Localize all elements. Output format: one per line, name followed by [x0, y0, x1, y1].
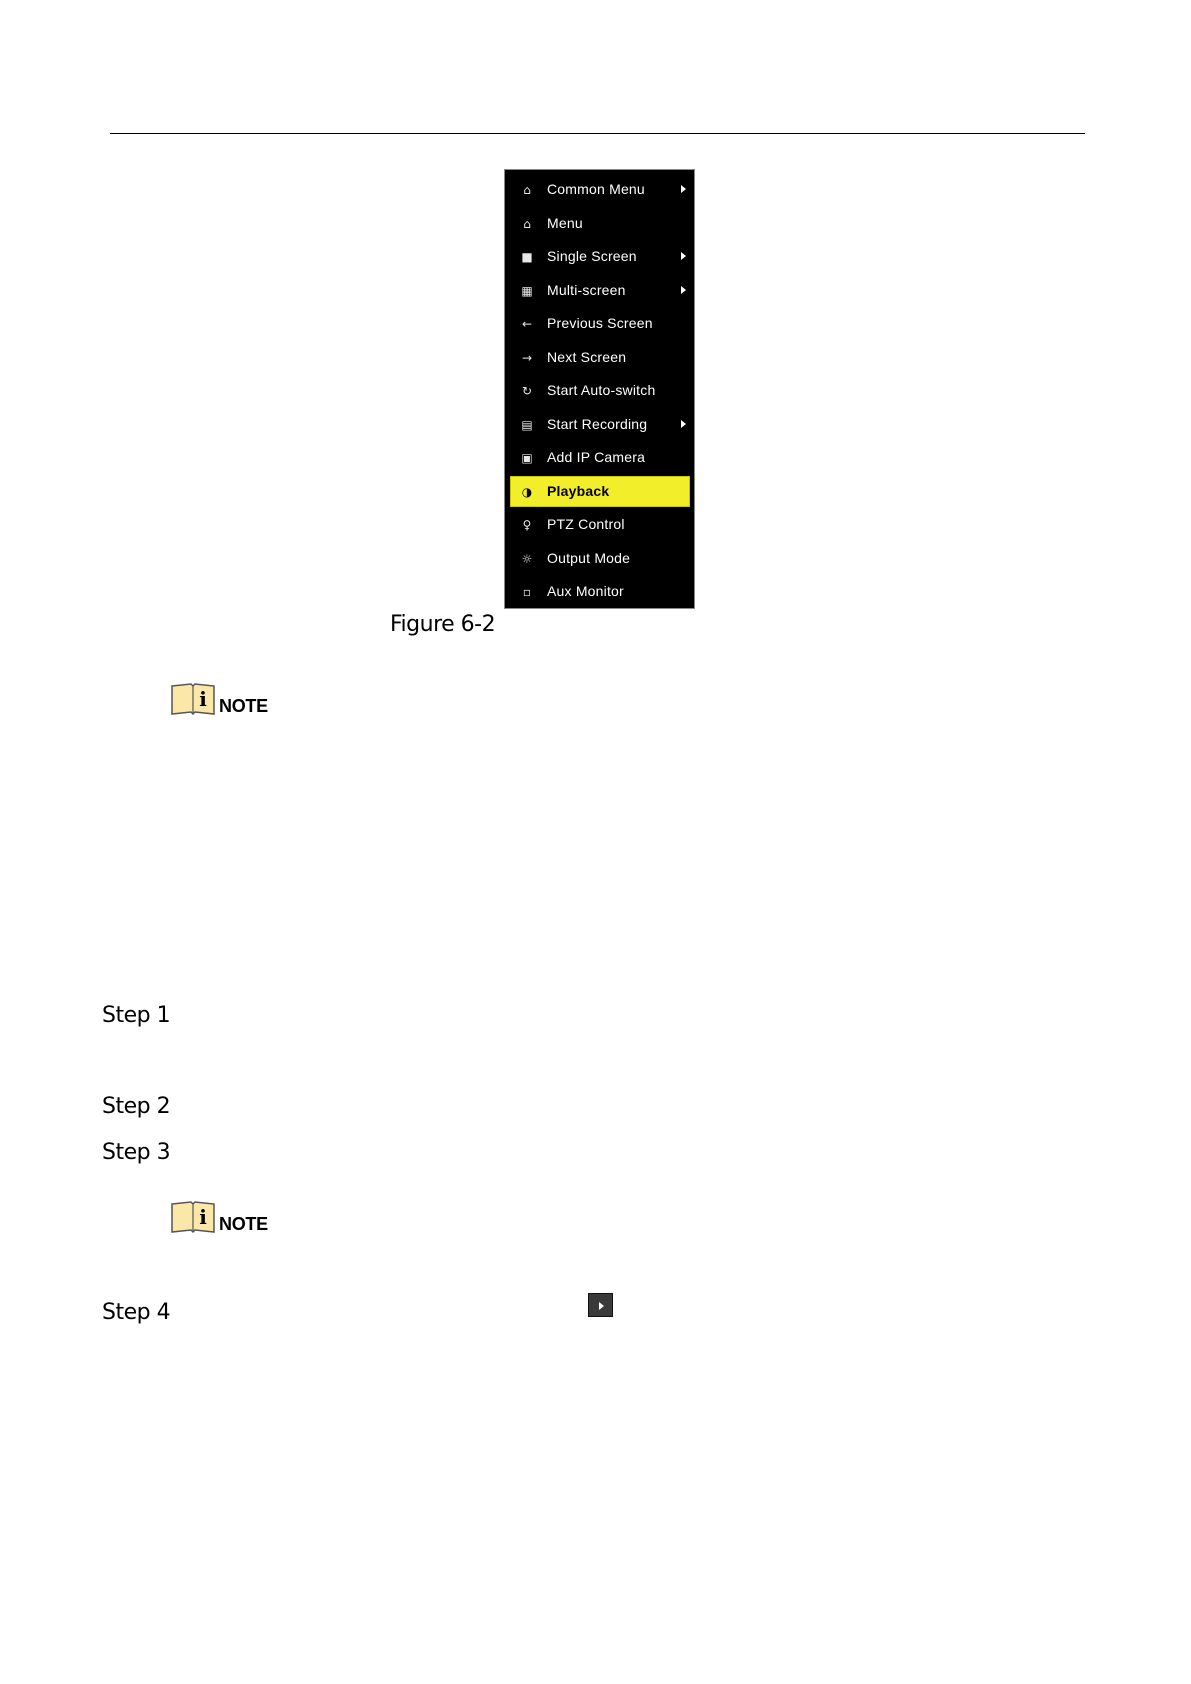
- play-icon: [599, 1302, 604, 1310]
- sun-icon: ☼: [521, 551, 533, 566]
- submenu-arrow-icon: [681, 286, 686, 294]
- menu-item-add-ip-camera[interactable]: [505, 441, 694, 474]
- menu-item-previous-screen[interactable]: [505, 307, 694, 340]
- figure-caption: Figure 6-2: [390, 612, 496, 637]
- menu-item-label: Start Auto-switch: [547, 382, 656, 398]
- menu-item-start-auto-switch[interactable]: [505, 374, 694, 407]
- note-label: NOTE: [219, 1214, 268, 1234]
- note-block: [170, 682, 280, 718]
- home-icon: ⌂: [523, 216, 531, 231]
- play-button: [588, 1293, 613, 1317]
- header-rule: [110, 133, 1085, 134]
- menu-item-label: Output Mode: [547, 549, 631, 566]
- arrow-right-icon: →: [521, 350, 533, 365]
- note-label: NOTE: [219, 696, 268, 716]
- step-1-label: Step 1: [102, 1003, 171, 1028]
- menu-item-start-recording[interactable]: [505, 408, 694, 441]
- grid-icon: ▦: [521, 283, 533, 298]
- step-3-label: Step 3: [102, 1140, 171, 1165]
- menu-item-label: Next Screen: [547, 348, 627, 365]
- menu-item-multi-screen[interactable]: [505, 274, 694, 307]
- menu-item-label: Common Menu: [547, 181, 645, 197]
- home-gear-icon: ⌂: [523, 183, 531, 197]
- menu-item-label: Playback: [547, 482, 610, 499]
- menu-item-output-mode[interactable]: [505, 542, 694, 575]
- playback-icon: ◑: [521, 484, 533, 499]
- step-4-label: Step 4: [102, 1300, 171, 1325]
- camera-icon: ■: [521, 250, 533, 264]
- menu-item-label: Aux Monitor: [547, 583, 624, 599]
- record-icon: ▤: [521, 417, 533, 432]
- menu-item-label: Multi-screen: [547, 281, 626, 298]
- arrow-left-icon: ←: [521, 317, 533, 331]
- menu-item-ptz-control[interactable]: [505, 508, 694, 541]
- submenu-arrow-icon: [681, 185, 686, 193]
- menu-item-label: Start Recording: [547, 415, 648, 432]
- menu-item-playback[interactable]: [505, 475, 694, 508]
- menu-item-label: Previous Screen: [547, 315, 653, 331]
- menu-item-single-screen[interactable]: [505, 240, 694, 273]
- menu-item-label: Single Screen: [547, 248, 637, 264]
- menu-item-menu[interactable]: [505, 207, 694, 240]
- note-book-icon: [170, 682, 216, 716]
- menu-item-aux-monitor[interactable]: [505, 575, 694, 608]
- menu-item-label: Menu: [547, 214, 583, 231]
- context-menu: [505, 170, 694, 608]
- svg-text:i: i: [199, 1205, 207, 1229]
- step-2-label: Step 2: [102, 1094, 171, 1119]
- note-book-icon: [170, 1200, 216, 1234]
- refresh-icon: ↻: [521, 384, 533, 398]
- menu-item-next-screen[interactable]: [505, 341, 694, 374]
- aux-monitor-icon: ▫: [522, 585, 532, 599]
- submenu-arrow-icon: [681, 252, 686, 260]
- ip-camera-icon: ▣: [521, 451, 533, 465]
- svg-text:i: i: [199, 687, 207, 711]
- submenu-arrow-icon: [681, 420, 686, 428]
- menu-item-common-menu[interactable]: [505, 173, 694, 206]
- note-block: [170, 1200, 280, 1236]
- menu-item-label: Add IP Camera: [547, 449, 646, 465]
- ptz-icon: ♀: [522, 518, 532, 532]
- menu-item-label: PTZ Control: [547, 516, 625, 532]
